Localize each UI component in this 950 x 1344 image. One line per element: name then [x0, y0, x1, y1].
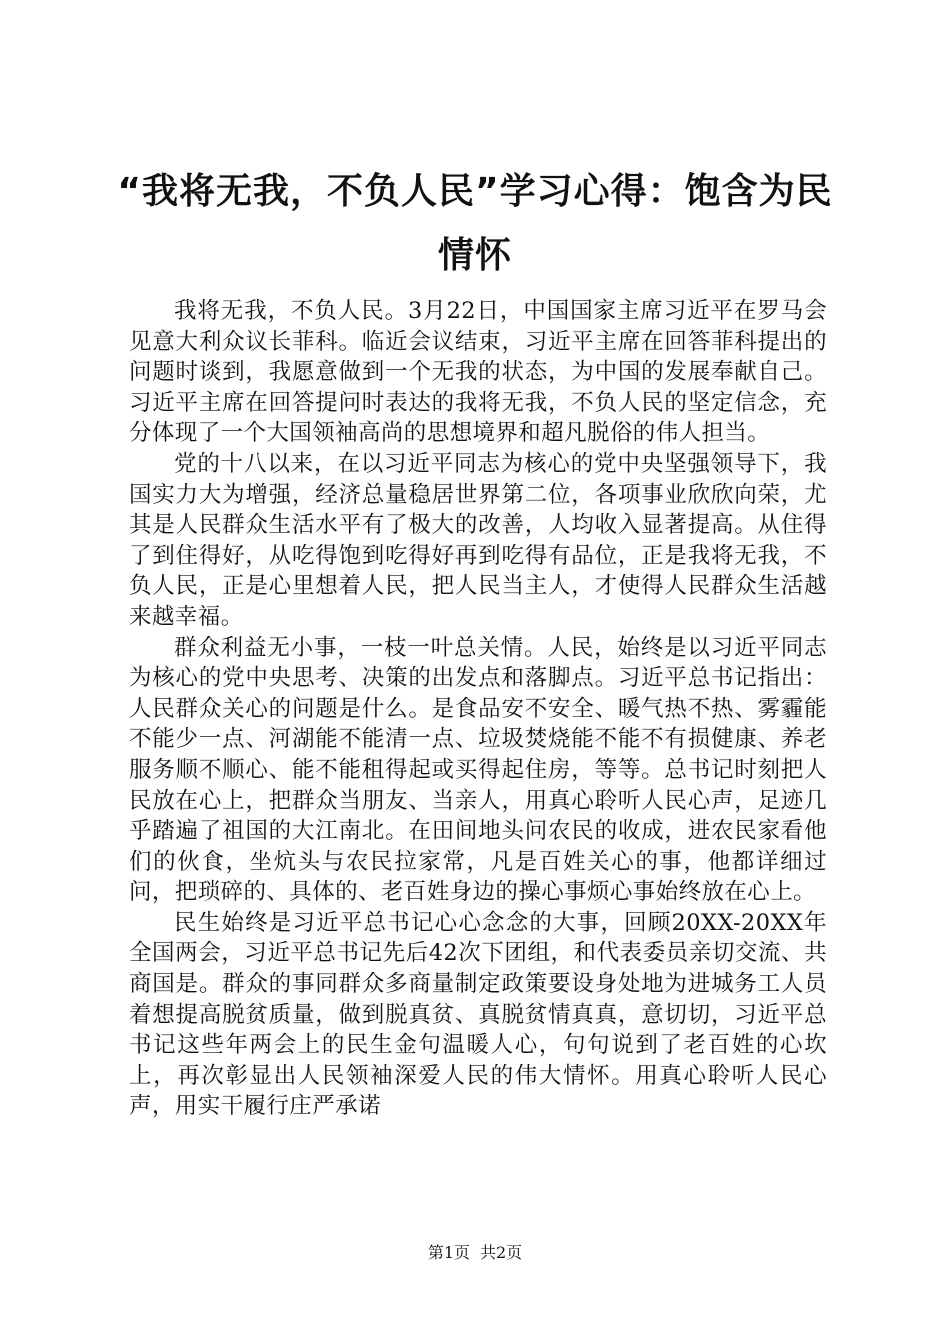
paragraph-4: 民生始终是习近平总书记心心念念的大事，回顾20XX-20XX年全国两会，习近平总书记先后42次下团组，和代表委员亲切交流、共商国是。群众的事同群众多商量制定政策要设身处地为进城务工人员着想提高脱贫质量，做到脱真贫、真脱贫情真真，意切切，习近平总书记这些年两会上的民生金句温暖人心，句句说到了老百姓的心坎上，再次彰显出人民领袖深爱人民的伟大情怀。用真心聆听人民心声，用实干履行庄严承诺: [129, 909, 827, 1120]
paragraph-1: 我将无我，不负人民。3月22日，中国国家主席习近平在罗马会见意大利众议长菲科。临近会议结束，习近平主席在回答菲科提出的问题时谈到，我愿意做到一个无我的状态，为中国的发展奉献自己。习近平主席在回答提问时表达的我将无我，不负人民的坚定信念，充分体现了一个大国领袖高尚的思想境界和超凡脱俗的伟人担当。: [129, 298, 827, 447]
document-body: [129, 296, 827, 1122]
document-title: “我将无我，不负人民”学习心得：饱含为民情怀: [117, 171, 833, 276]
page-footer: [0, 1242, 950, 1264]
page-number-total: 共2页: [480, 1243, 523, 1262]
paragraph-2: 党的十八以来，在以习近平同志为核心的党中央坚强领导下，我国实力大为增强，经济总量稳居世界第二位，各项事业欣欣向荣，尤其是人民群众生活水平有了极大的改善，人均收入显著提高。从住得了到住得好，从吃得饱到吃得好再到吃得有品位，正是我将无我，不负人民，正是心里想着人民，把人民当主人，才使得人民群众生活越来越幸福。: [129, 450, 827, 630]
page-number-current: 第1页: [427, 1243, 470, 1262]
paragraph-3: 群众利益无小事，一枝一叶总关情。人民，始终是以习近平同志为核心的党中央思考、决策的出发点和落脚点。习近平总书记指出：人民群众关心的问题是什么。是食品安不安全、暖气热不热、雾霾能不能少一点、河湖能不能清一点、垃圾焚烧能不能不有损健康、养老服务顺不顺心、能不能租得起或买得起住房，等等。总书记时刻把人民放在心上，把群众当朋友、当亲人，用真心聆听人民心声，足迹几乎踏遍了祖国的大江南北。在田间地头问农民的收成，进农民家看他们的伙食，坐炕头与农民拉家常，凡是百姓关心的事，他都详细过问，把琐碎的、具体的、老百姓身边的操心事烦心事始终放在心上。: [129, 634, 827, 906]
